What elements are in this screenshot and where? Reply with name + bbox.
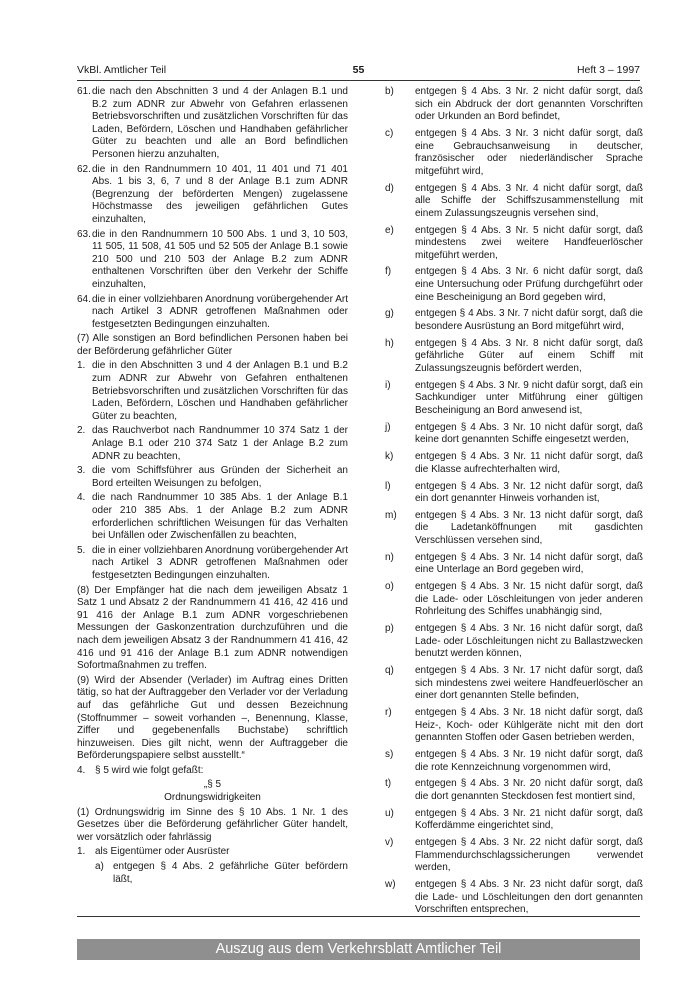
list-item: s) entgegen § 4 Abs. 3 Nr. 19 nicht dafür sorgt, daß die rote Kennzeichnung vorgenommen wird, [385, 749, 643, 773]
section-subtitle: Ordnungswidrigkeiten [164, 792, 261, 804]
footer-text: Auszug aus dem Verkehrsblatt Amtlicher Teil [215, 941, 502, 957]
list-item: 1. als Eigentümer oder Ausrüster [77, 846, 230, 858]
list-item: p) entgegen § 4 Abs. 3 Nr. 16 nicht dafür sorgt, daß Lade- oder Löschleitungen nicht zu Ballastzwecken benutzt werden können, [385, 623, 643, 660]
page-number: 55 [352, 64, 365, 76]
list-item: 1. die in den Abschnitten 3 und 4 der Anlagen B.1 und B.2 zum ADNR zur Abwehr von Gefahren enthaltenen Betriebsvorschriften und zusätzlichen Vorschriften für das Laden, Befördern, Löschen und Handhaben gefährlicher Güter zu beachten, [77, 360, 348, 422]
paragraph-8: (8) Der Empfänger hat die nach dem jeweiligen Absatz 1 Satz 1 und Absatz 2 der Randnummern 41 416, 42 416 und 91 416 der Anlage B.1 zum ADNR vorgeschriebenen Messungen der Gaskonzentration durchzuführen und die nach dem jeweiligen Absatz 3 der Randnummern 41 416, 42 416 und 91 416 der Anlage B.1 zum ADNR notwendigen Sofortmaßnahmen zu treffen. [77, 584, 348, 672]
header-rule [77, 80, 640, 81]
list-item: 4. § 5 wird wie folgt gefaßt: [77, 764, 204, 776]
list-item: q) entgegen § 4 Abs. 3 Nr. 17 nicht dafür sorgt, daß sich mindestens zwei weitere Handfeuerlöscher an einer dort genannten Stelle befinden, [385, 665, 643, 702]
list-item: h) entgegen § 4 Abs. 3 Nr. 8 nicht dafür sorgt, daß gefährliche Güter auf einem Schiff mit Zulassungszeugnis befördert werden, [385, 337, 643, 374]
list-item: i) entgegen § 4 Abs. 3 Nr. 9 nicht dafür sorgt, daß ein Sachkundiger unter Mitführung einer gültigen Bescheinigung an Bord anwesend ist, [385, 379, 643, 416]
right-column [385, 86, 643, 921]
list-item: j) entgegen § 4 Abs. 3 Nr. 10 nicht dafür sorgt, daß keine dort genannten Schiffe eingesetzt werden, [385, 421, 643, 446]
footer-banner [77, 939, 640, 960]
paragraph-7: (7) Alle sonstigen an Bord befindlichen Personen haben bei der Beförderung gefährlicher Güter [77, 333, 348, 357]
list-subitem: a) entgegen § 4 Abs. 2 gefährliche Güter befördern läßt, [95, 861, 348, 885]
list-item: m) entgegen § 4 Abs. 3 Nr. 13 nicht dafür sorgt, daß die Ladetanköffnungen mit gasdichten Verschlüssen versehen sind, [385, 509, 643, 547]
list-item: r) entgegen § 4 Abs. 3 Nr. 18 nicht dafür sorgt, daß Heiz-, Koch- oder Kühlgeräte nicht mit den dort genannten Stoffen oder Gasen betrieben werden, [385, 707, 643, 744]
journal-title: VkBl. Amtlicher Teil [77, 64, 167, 76]
list-item: n) entgegen § 4 Abs. 3 Nr. 14 nicht dafür sorgt, daß eine Unterlage an Bord gegeben wird, [385, 551, 643, 576]
list-item: 63. die in den Randnummern 10 500 Abs. 1 und 3, 10 503, 11 505, 11 508, 41 505 und 52 505 der Anlage B.1 sowie 210 500 und 210 503 der Anlage B.2 zum ADNR enthaltenen Vorschriften über den Verkehr der Schiffe einzuhalten, [77, 228, 348, 290]
list-item: l) entgegen § 4 Abs. 3 Nr. 12 nicht dafür sorgt, daß ein dort genannter Hinweis vorhanden ist, [385, 480, 643, 505]
paragraph-9: (9) Wird der Absender (Verlader) im Auftrag eines Dritten tätig, so hat der Auftraggeber den Verlader vor der Verladung auf das gefährliche Gut und dessen Bezeichnung (Stoffnummer – soweit vorhanden –, Benennung, Klasse, Ziffer und gegebenenfalls Buchstabe) schriftlich hinzuweisen. Dies gilt nicht, wenn der Auftraggeber die Beförderungspapiere selbst ausstellt.“ [77, 674, 348, 762]
list-item: v) entgegen § 4 Abs. 3 Nr. 22 nicht dafür sorgt, daß Flammendurchschlagssicherungen verwendet werden, [385, 837, 643, 874]
list-item: 3. die vom Schiffsführer aus Gründen der Sicherheit an Bord erteilten Weisungen zu befolgen, [77, 465, 348, 489]
list-item: 61. die nach den Abschnitten 3 und 4 der Anlagen B.1 und B.2 zum ADNR zur Abwehr von Gefahren erlassenen Betriebsvorschriften und zusätzlichen Vorschriften für das Laden, Befördern, Löschen und Handhaben gefährlicher Güter zu beachten und alle an Bord befindlichen Personen hierzu anzuhalten, [77, 86, 348, 160]
list-item: 64. die in einer vollziehbaren Anordnung vorübergehender Art nach Artikel 3 ADNR getroffenen Maßnahmen oder festgesetzten Bedingungen einzuhalten. [77, 293, 348, 330]
list-item: w) entgegen § 4 Abs. 3 Nr. 23 nicht dafür sorgt, daß die Lade- und Löschleitungen den dort genannten Vorschriften entsprechen, [385, 879, 643, 916]
footer-rule [77, 916, 640, 917]
page-header [77, 62, 640, 78]
issue-label: Heft 3 – 1997 [576, 64, 640, 76]
list-item: 2. das Rauchverbot nach Randnummer 10 374 Satz 1 der Anlage B.1 oder 210 374 Satz 1 der Anlage B.2 zum ADNR zu beachten, [77, 425, 348, 462]
list-item: c) entgegen § 4 Abs. 3 Nr. 3 nicht dafür sorgt, daß eine Gebrauchsanweisung in deutscher, französischer oder niederländischer Sprache mitgeführt wird, [385, 127, 643, 177]
list-item: t) entgegen § 4 Abs. 3 Nr. 20 nicht dafür sorgt, daß die dort genannten Steckdosen fest montiert sind, [385, 778, 643, 803]
list-item: k) entgegen § 4 Abs. 3 Nr. 11 nicht dafür sorgt, daß die Klasse aufrechterhalten wird, [385, 451, 643, 475]
list-item: 5. die in einer vollziehbaren Anordnung vorübergehender Art nach Artikel 3 ADNR getroffenen Maßnahmen oder festgesetzten Bedingungen einzuhalten. [77, 544, 348, 581]
list-item: u) entgegen § 4 Abs. 3 Nr. 21 nicht dafür sorgt, daß Kofferdämme eingerichtet sind, [385, 807, 643, 832]
list-item: d) entgegen § 4 Abs. 3 Nr. 4 nicht dafür sorgt, daß alle Schiffe der Schiffszusammenstellung mit einem Zulassungszeugnis versehen sind, [385, 182, 643, 219]
list-item: 4. die nach Randnummer 10 385 Abs. 1 der Anlage B.1 oder 210 385 Abs. 1 der Anlage B.2 zum ADNR erforderlichen schriftlichen Weisungen für das Verhalten bei Unfällen oder Zwischenfällen zu beachten, [77, 492, 348, 542]
section-title: „§ 5 [203, 779, 222, 791]
left-column [77, 86, 348, 888]
list-item: f) entgegen § 4 Abs. 3 Nr. 6 nicht dafür sorgt, daß eine Untersuchung oder Prüfung durchgeführt oder eine Bescheinigung an Bord gegeben wird, [385, 266, 643, 303]
paragraph-1: (1) Ordnungswidrig im Sinne des § 10 Abs. 1 Nr. 1 des Gesetzes über die Beförderung gefährlicher Güter handelt, wer vorsätzlich oder fahrlässig [77, 806, 348, 843]
list-item: o) entgegen § 4 Abs. 3 Nr. 15 nicht dafür sorgt, daß die Lade- oder Löschleitungen von jeder anderen Rohrleitung des Schiffes unabhängig sind, [385, 581, 643, 618]
list-item: g) entgegen § 4 Abs. 3 Nr. 7 nicht dafür sorgt, daß die besondere Ausrüstung an Bord mitgeführt wird, [385, 308, 643, 333]
list-item: b) entgegen § 4 Abs. 3 Nr. 2 nicht dafür sorgt, daß sich ein Abdruck der dort genannten Vorschriften oder Urkunden an Bord befindet, [385, 86, 643, 123]
list-item: 62. die in den Randnummern 10 401, 11 401 und 71 401 Abs. 1 bis 3, 6, 7 und 8 der Anlage B.1 zum ADNR (Begrenzung der beförderten Mengen) zugelassene Höchstmasse des jeweiligen gefährlichen Gutes einzuhalten, [77, 163, 348, 225]
list-item: e) entgegen § 4 Abs. 3 Nr. 5 nicht dafür sorgt, daß mindestens zwei weitere Handfeuerlöscher mitgeführt werden, [385, 224, 643, 261]
